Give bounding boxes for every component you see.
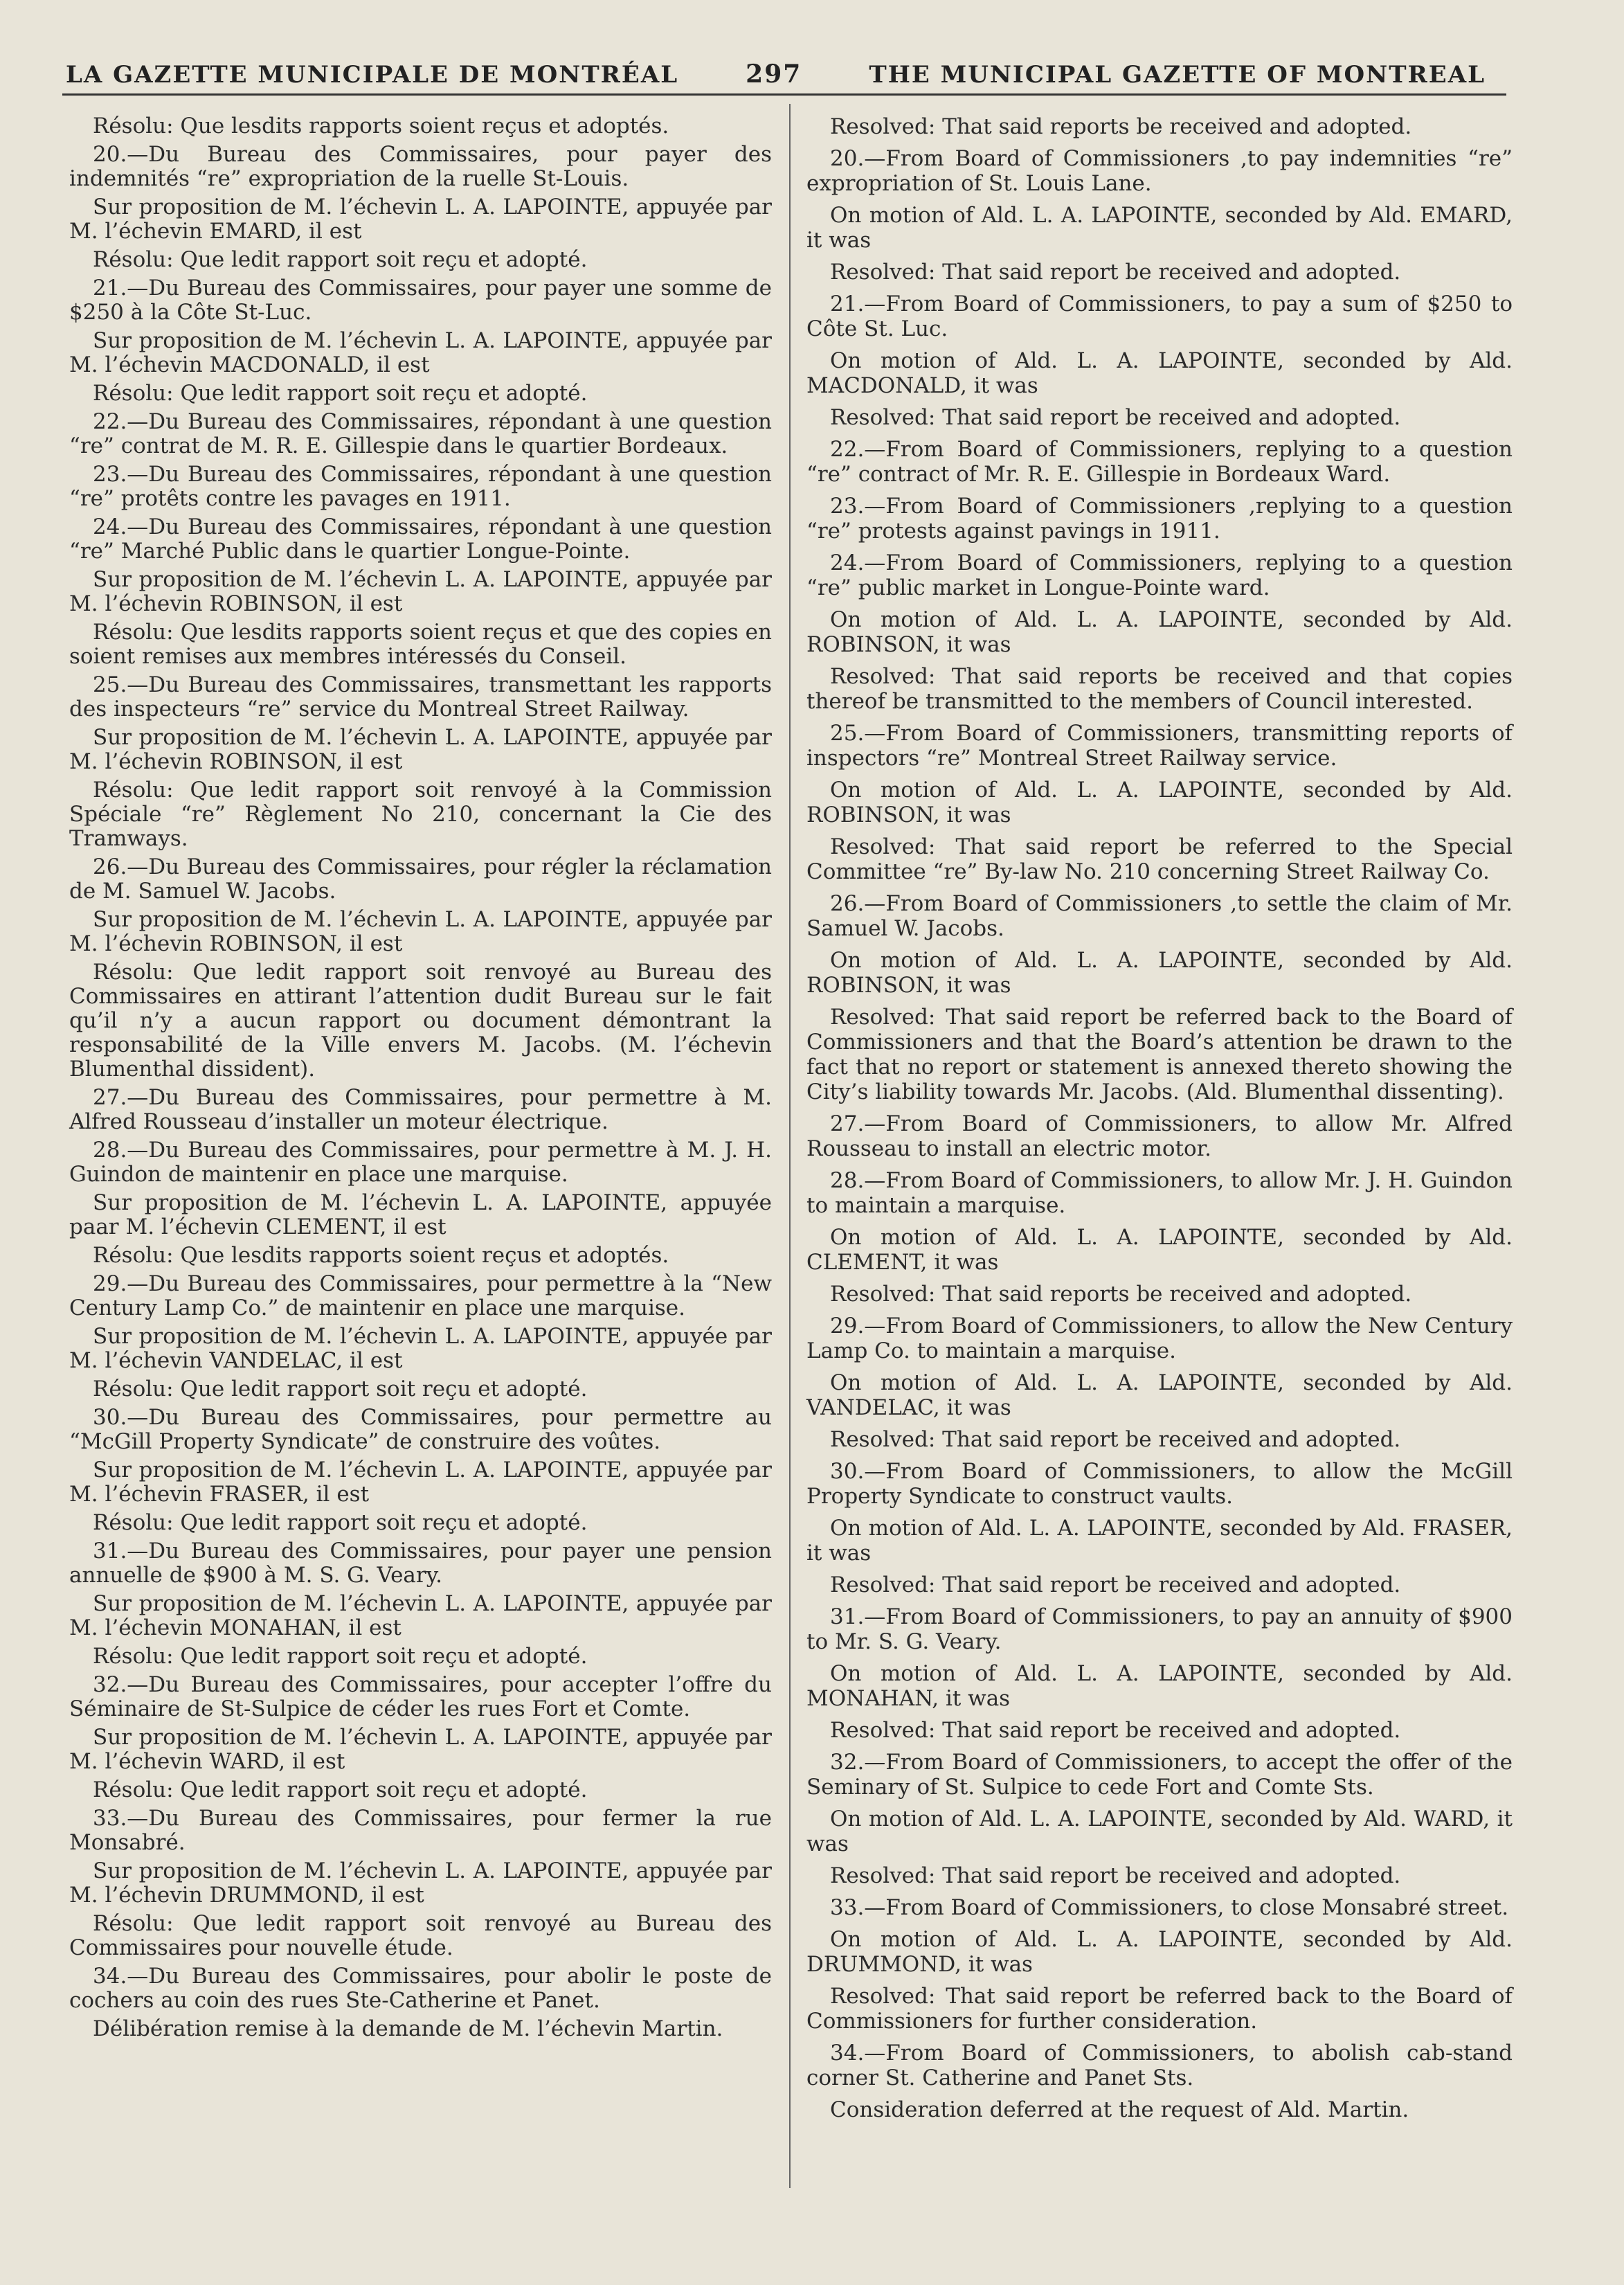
english-paragraph: On motion of Ald. L. A. LAPOINTE, seconded by Ald. WARD, it was <box>806 1807 1513 1856</box>
french-paragraph: 30.—Du Bureau des Commissaires, pour permettre au “McGill Property Syndicate” de construire des voûtes. <box>69 1405 772 1454</box>
english-paragraph: Resolved: That said report be received and adopted. <box>830 1572 1401 1597</box>
english-paragraph: 21.—From Board of Commissioners, to pay a sum of $250 to Côte St. Luc. <box>806 292 1513 341</box>
french-column <box>69 114 772 2045</box>
english-paragraph: 34.—From Board of Commissioners, to abolish cab-stand corner St. Catherine and Panet Sts. <box>806 2041 1513 2090</box>
english-paragraph: On motion of Ald. L. A. LAPOINTE, seconded by Ald. DRUMMOND, it was <box>806 1927 1513 1977</box>
french-paragraph: Résolu: Que ledit rapport soit renvoyé à la Commission Spéciale “re” Règlement No 210, concernant la Cie des Tramways. <box>69 778 772 851</box>
english-paragraph: On motion of Ald. L. A. LAPOINTE, seconded by Ald. CLEMENT, it was <box>806 1225 1513 1275</box>
french-paragraph: Résolu: Que ledit rapport soit reçu et adopté. <box>93 381 588 406</box>
french-paragraph: Sur proposition de M. l’échevin L. A. LAPOINTE, appuyée par M. l’échevin VANDELAC, il est <box>69 1324 772 1373</box>
french-paragraph: 32.—Du Bureau des Commissaires, pour accepter l’offre du Séminaire de St-Sulpice de céder les rues Fort et Comte. <box>69 1672 772 1721</box>
english-paragraph: On motion of Ald. L. A. LAPOINTE, seconded by Ald. ROBINSON, it was <box>806 778 1513 827</box>
french-paragraph: 28.—Du Bureau des Commissaires, pour permettre à M. J. H. Guindon de maintenir en place une marquise. <box>69 1138 772 1187</box>
french-paragraph: Résolu: Que ledit rapport soit renvoyé au Bureau des Commissaires en attirant l’attention dudit Bureau sur le fait qu’il n’y a aucun rapport ou document démontrant la responsabilité de la Ville envers M. Jacobs. (M. l’échevin Blumenthal dissident). <box>69 960 772 1082</box>
english-paragraph: On motion of Ald. L. A. LAPOINTE, seconded by Ald. ROBINSON, it was <box>806 948 1513 998</box>
french-paragraph: Résolu: Que lesdits rapports soient reçus et que des copies en soient remises aux membres intéressés du Conseil. <box>69 620 772 669</box>
english-paragraph: Resolved: That said report be received and adopted. <box>830 1863 1401 1888</box>
french-paragraph: Sur proposition de M. l’échevin L. A. LAPOINTE, appuyée par M. l’échevin ROBINSON, il est <box>69 567 772 616</box>
header-french-title: LA GAZETTE MUNICIPALE DE MONTRÉAL <box>66 61 679 89</box>
french-paragraph: Résolu: Que ledit rapport soit renvoyé au Bureau des Commissaires pour nouvelle étude. <box>69 1911 772 1960</box>
french-paragraph: Sur proposition de M. l’échevin L. A. LAPOINTE, appuyée par M. l’échevin WARD, il est <box>69 1725 772 1774</box>
english-paragraph: On motion of Ald. L. A. LAPOINTE, seconded by Ald. MONAHAN, it was <box>806 1661 1513 1711</box>
english-paragraph: 29.—From Board of Commissioners, to allow the New Century Lamp Co. to maintain a marquise. <box>806 1314 1513 1363</box>
french-paragraph: 31.—Du Bureau des Commissaires, pour payer une pension annuelle de $900 à M. S. G. Veary. <box>69 1539 772 1588</box>
english-paragraph: 28.—From Board of Commissioners, to allow Mr. J. H. Guindon to maintain a marquise. <box>806 1168 1513 1218</box>
french-paragraph: 23.—Du Bureau des Commissaires, répondant à une question “re” protêts contre les pavages en 1911. <box>69 462 772 511</box>
english-paragraph: Resolved: That said report be received and adopted. <box>830 1718 1401 1743</box>
french-paragraph: Sur proposition de M. l’échevin L. A. LAPOINTE, appuyée par M. l’échevin DRUMMOND, il est <box>69 1858 772 1908</box>
english-paragraph: On motion of Ald. L. A. LAPOINTE, seconded by Ald. ROBINSON, it was <box>806 607 1513 657</box>
french-paragraph: Sur proposition de M. l’échevin L. A. LAPOINTE, appuyée par M. l’échevin ROBINSON, il est <box>69 725 772 774</box>
french-paragraph: 22.—Du Bureau des Commissaires, répondant à une question “re” contrat de M. R. E. Gillespie dans le quartier Bordeaux. <box>69 409 772 458</box>
french-paragraph: 34.—Du Bureau des Commissaires, pour abolir le poste de cochers au coin des rues Ste-Catherine et Panet. <box>69 1964 772 2013</box>
english-paragraph: 27.—From Board of Commissioners, to allow Mr. Alfred Rousseau to install an electric motor. <box>806 1111 1513 1161</box>
english-paragraph: Resolved: That said reports be received and that copies thereof be transmitted to the members of Council interested. <box>806 664 1513 714</box>
english-paragraph: Resolved: That said report be referred back to the Board of Commissioners for further consideration. <box>806 1984 1513 2034</box>
page-header <box>66 40 1486 89</box>
french-paragraph: 25.—Du Bureau des Commissaires, transmettant les rapports des inspecteurs “re” service du Montreal Street Railway. <box>69 672 772 722</box>
english-column <box>806 114 1513 2129</box>
french-paragraph: Délibération remise à la demande de M. l’échevin Martin. <box>93 2016 723 2041</box>
english-paragraph: 30.—From Board of Commissioners, to allow the McGill Property Syndicate to construct vaults. <box>806 1459 1513 1509</box>
english-paragraph: On motion of Ald. L. A. LAPOINTE, seconded by Ald. VANDELAC, it was <box>806 1370 1513 1420</box>
french-paragraph: 20.—Du Bureau des Commissaires, pour payer des indemnités “re” expropriation de la ruelle St-Louis. <box>69 142 772 191</box>
english-paragraph: On motion of Ald. L. A. LAPOINTE, seconded by Ald. EMARD, it was <box>806 203 1513 253</box>
french-paragraph: Résolu: Que ledit rapport soit reçu et adopté. <box>93 1377 588 1401</box>
page-number: 297 <box>746 60 802 89</box>
french-paragraph: Résolu: Que lesdits rapports soient reçus et adoptés. <box>93 1243 669 1268</box>
french-paragraph: Sur proposition de M. l’échevin L. A. LAPOINTE, appuyée paar M. l’échevin CLEMENT, il est <box>69 1190 772 1239</box>
french-paragraph: 27.—Du Bureau des Commissaires, pour permettre à M. Alfred Rousseau d’installer un moteur électrique. <box>69 1085 772 1134</box>
english-paragraph: 25.—From Board of Commissioners, transmitting reports of inspectors “re” Montreal Street Railway service. <box>806 721 1513 771</box>
english-paragraph: 24.—From Board of Commissioners, replying to a question “re” public market in Longue-Pointe ward. <box>806 550 1513 600</box>
header-rule <box>62 93 1506 96</box>
english-paragraph: 33.—From Board of Commissioners, to close Monsabré street. <box>830 1895 1509 1920</box>
english-paragraph: Resolved: That said report be received and adopted. <box>830 405 1401 430</box>
english-paragraph: Resolved: That said report be received and adopted. <box>830 260 1401 285</box>
column-divider <box>789 104 791 2188</box>
french-paragraph: Résolu: Que ledit rapport soit reçu et adopté. <box>93 1510 588 1535</box>
french-paragraph: Sur proposition de M. l’échevin L. A. LAPOINTE, appuyée par M. l’échevin FRASER, il est <box>69 1458 772 1507</box>
english-paragraph: Resolved: That said reports be received and adopted. <box>830 1282 1412 1307</box>
english-paragraph: 32.—From Board of Commissioners, to accept the offer of the Seminary of St. Sulpice to cede Fort and Comte Sts. <box>806 1750 1513 1800</box>
french-paragraph: Sur proposition de M. l’échevin L. A. LAPOINTE, appuyée par M. l’échevin ROBINSON, il est <box>69 907 772 956</box>
english-paragraph: On motion of Ald. L. A. LAPOINTE, seconded by Ald. FRASER, it was <box>806 1516 1513 1566</box>
english-paragraph: Resolved: That said report be referred back to the Board of Commissioners and that the Board’s attention be drawn to the fact that no report or statement is annexed thereto showing the City’s liability towards Mr. Jacobs. (Ald. Blumenthal dissenting). <box>806 1005 1513 1104</box>
french-paragraph: 21.—Du Bureau des Commissaires, pour payer une somme de $250 à la Côte St-Luc. <box>69 276 772 325</box>
english-paragraph: 20.—From Board of Commissioners ,to pay indemnities “re” expropriation of St. Louis Lane. <box>806 146 1513 196</box>
english-paragraph: On motion of Ald. L. A. LAPOINTE, seconded by Ald. MACDONALD, it was <box>806 348 1513 398</box>
english-paragraph: Resolved: That said report be received and adopted. <box>830 1427 1401 1452</box>
header-english-title: THE MUNICIPAL GAZETTE OF MONTREAL <box>869 61 1486 89</box>
english-paragraph: Consideration deferred at the request of Ald. Martin. <box>830 2097 1409 2122</box>
french-paragraph: Résolu: Que ledit rapport soit reçu et adopté. <box>93 1644 588 1669</box>
french-paragraph: 29.—Du Bureau des Commissaires, pour permettre à la “New Century Lamp Co.” de maintenir en place une marquise. <box>69 1271 772 1320</box>
french-paragraph: Résolu: Que ledit rapport soit reçu et adopté. <box>93 1777 588 1802</box>
french-paragraph: Sur proposition de M. l’échevin L. A. LAPOINTE, appuyée par M. l’échevin MACDONALD, il est <box>69 328 772 377</box>
french-paragraph: 26.—Du Bureau des Commissaires, pour régler la réclamation de M. Samuel W. Jacobs. <box>69 854 772 904</box>
french-paragraph: Résolu: Que lesdits rapports soient reçus et adoptés. <box>93 114 669 138</box>
english-paragraph: Resolved: That said reports be received and adopted. <box>830 114 1412 139</box>
english-paragraph: 26.—From Board of Commissioners ,to settle the claim of Mr. Samuel W. Jacobs. <box>806 891 1513 941</box>
french-paragraph: Sur proposition de M. l’échevin L. A. LAPOINTE, appuyée par M. l’échevin MONAHAN, il est <box>69 1591 772 1640</box>
english-paragraph: 31.—From Board of Commissioners, to pay an annuity of $900 to Mr. S. G. Veary. <box>806 1604 1513 1654</box>
english-paragraph: 23.—From Board of Commissioners ,replying to a question “re” protests against pavings in 1911. <box>806 494 1513 544</box>
french-paragraph: Résolu: Que ledit rapport soit reçu et adopté. <box>93 247 588 272</box>
french-paragraph: 33.—Du Bureau des Commissaires, pour fermer la rue Monsabré. <box>69 1806 772 1855</box>
french-paragraph: Sur proposition de M. l’échevin L. A. LAPOINTE, appuyée par M. l’échevin EMARD, il est <box>69 195 772 244</box>
english-paragraph: 22.—From Board of Commissioners, replying to a question “re” contract of Mr. R. E. Gillespie in Bordeaux Ward. <box>806 437 1513 487</box>
english-paragraph: Resolved: That said report be referred to the Special Committee “re” By-law No. 210 concerning Street Railway Co. <box>806 834 1513 884</box>
french-paragraph: 24.—Du Bureau des Commissaires, répondant à une question “re” Marché Public dans le quartier Longue-Pointe. <box>69 514 772 564</box>
